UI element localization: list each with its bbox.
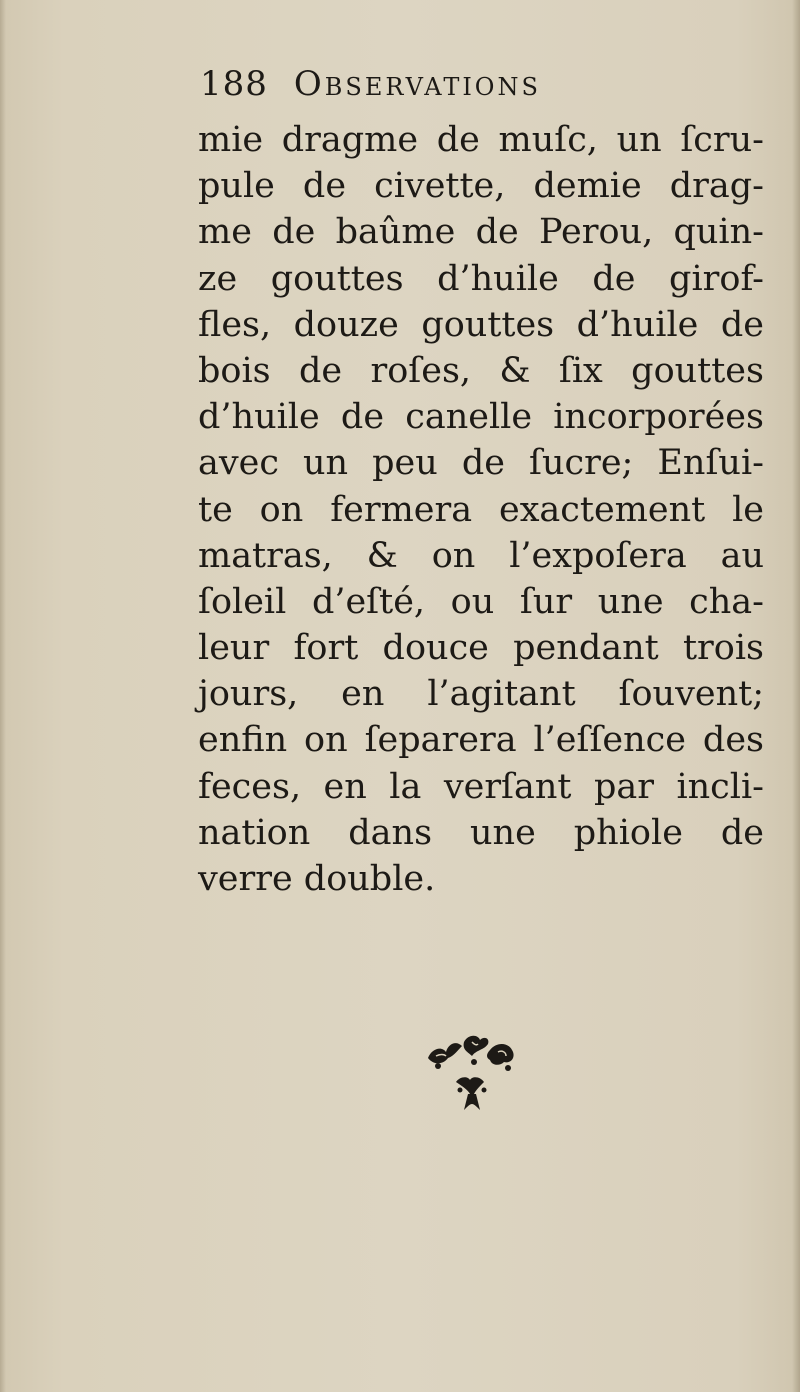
running-title: Observations	[293, 64, 541, 104]
text-line: avec un peu de ſucre; Enſui-	[198, 443, 764, 484]
page-number: 188	[200, 64, 268, 104]
text-line: te on fermera exactement le	[198, 489, 764, 530]
text-line: ſoleil d’eſté, ou ſur une cha-	[198, 581, 764, 622]
body-text	[198, 117, 764, 902]
text-line: nation dans une phiole de	[198, 812, 764, 853]
running-head	[200, 64, 541, 104]
text-line: mie dragme de muſc, un ſcru-	[198, 120, 764, 160]
text-line: bois de roſes, & ſix gouttes	[198, 350, 764, 391]
text-line: matras, & on l’expoſera au	[198, 535, 764, 576]
fleuron-icon	[418, 1020, 528, 1120]
text-line: enfin on ſeparera l’eſſence des	[198, 720, 764, 761]
text-line: ze gouttes d’huile de girof-	[198, 258, 764, 299]
text-line: leur fort douce pendant trois	[198, 628, 764, 669]
page-edge-shadow-right	[792, 0, 800, 1392]
text-line: feces, en la verſant par incli-	[198, 766, 764, 807]
text-line: pule de civette, demie drag-	[198, 166, 764, 207]
text-line: verre double.	[198, 859, 436, 899]
text-line: d’huile de canelle incorporées	[198, 397, 764, 438]
text-line: fles, douze gouttes d’huile de	[198, 304, 764, 345]
text-line: me de baûme de Perou, quin-	[198, 212, 764, 253]
text-line: jours, en l’agitant ſouvent;	[198, 674, 764, 715]
page-edge-shadow-left	[0, 0, 6, 1392]
